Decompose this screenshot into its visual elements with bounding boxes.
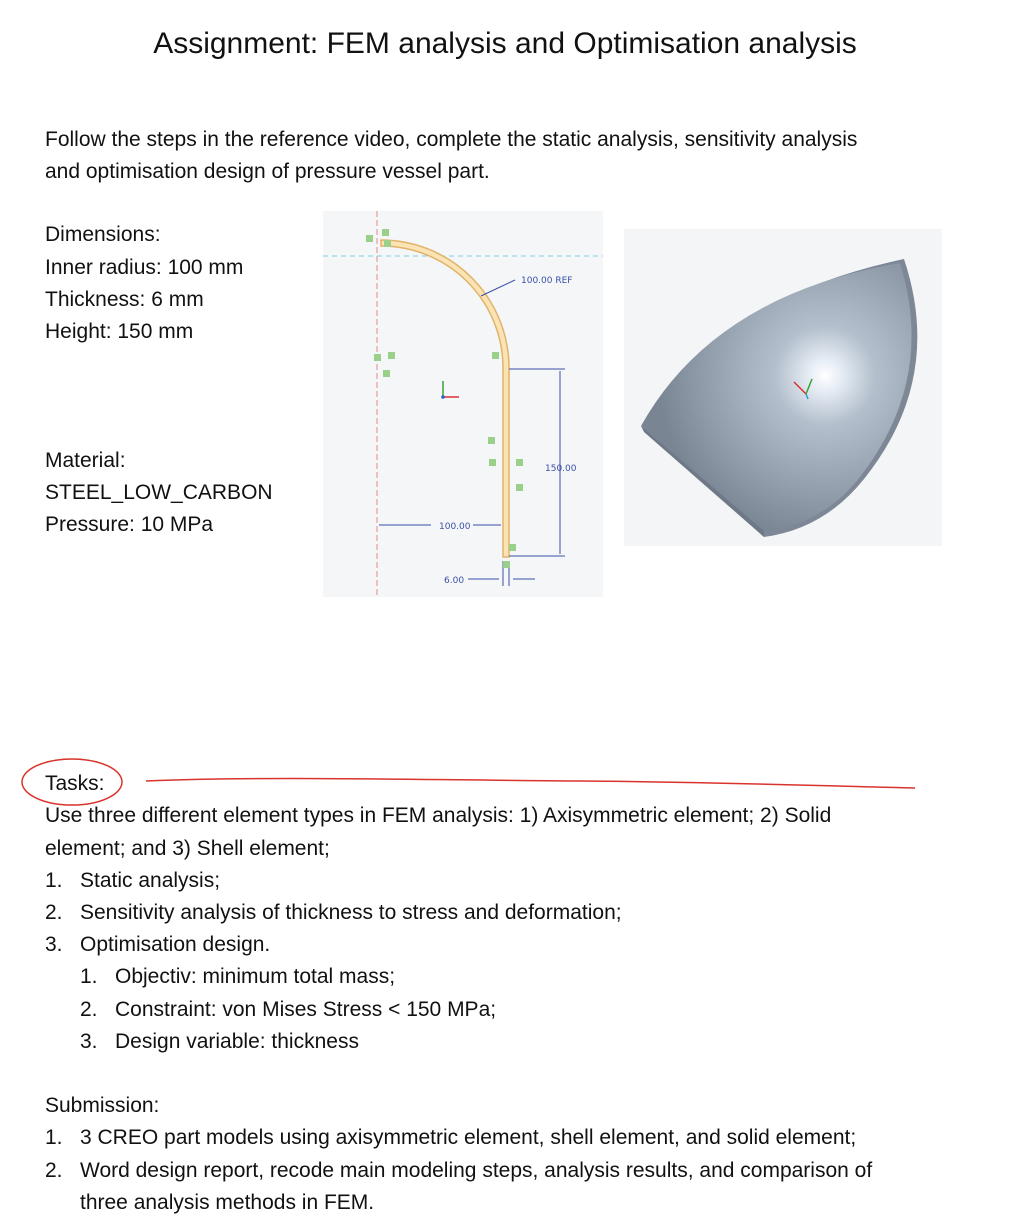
intro-line-2: and optimisation design of pressure vessel part.	[45, 160, 490, 183]
submission-item	[45, 1122, 856, 1154]
pressure-text: Pressure: 10 MPa	[45, 513, 214, 536]
sketch-figure	[323, 211, 603, 597]
task-sub-item-text: Constraint: von Mises Stress < 150 MPa;	[115, 998, 497, 1021]
constraint-marker	[383, 370, 390, 377]
tasks-heading: Tasks:	[45, 772, 105, 795]
intro-paragraph	[45, 124, 985, 188]
task-item-number: 1.	[45, 869, 63, 892]
height-dim-label: 150.00	[545, 464, 577, 474]
material-heading: Material:	[45, 449, 126, 472]
constraint-marker	[503, 561, 510, 568]
radius-dim-label: 100.00	[439, 522, 471, 532]
sketch-csys-origin	[441, 395, 445, 399]
dimensions-heading: Dimensions:	[45, 223, 161, 246]
tasks-underline-annotation	[146, 779, 915, 788]
submission-item-text: Word design report, recode main modeling steps, analysis results, and comparison of	[80, 1159, 873, 1182]
tasks-intro-line-2: element; and 3) Shell element;	[45, 837, 330, 860]
intro-line-1: Follow the steps in the reference video, complete the static analysis, sensitivity analysis	[45, 128, 858, 151]
task-sub-item-number: 3.	[80, 1030, 98, 1053]
tasks-intro-line-1: Use three different element types in FEM analysis: 1) Axisymmetric element; 2) Solid	[45, 804, 832, 827]
submission-item-text: 3 CREO part models using axisymmetric element, shell element, and solid element;	[80, 1126, 857, 1149]
material-name: STEEL_LOW_CARBON	[45, 481, 273, 504]
submission-item-continuation: three analysis methods in FEM.	[80, 1191, 375, 1214]
thickness-text: Thickness: 6 mm	[45, 288, 204, 311]
constraint-marker	[382, 229, 389, 236]
constraint-marker	[388, 352, 395, 359]
height-text: Height: 150 mm	[45, 320, 194, 343]
constraint-marker	[516, 459, 523, 466]
ref-dim-label: 100.00 REF	[521, 276, 573, 286]
constraint-marker	[492, 352, 499, 359]
task-item-text: Sensitivity analysis of thickness to stress and deformation;	[80, 901, 622, 924]
page-title: Assignment: FEM analysis and Optimisation analysis	[153, 27, 857, 60]
constraint-marker	[374, 354, 381, 361]
submission-heading: Submission:	[45, 1094, 160, 1117]
task-sub-item	[80, 961, 395, 993]
submission-item	[45, 1155, 872, 1187]
submission-item-number: 1.	[45, 1126, 63, 1149]
task-sub-item-number: 2.	[80, 998, 98, 1021]
task-item-number: 3.	[45, 933, 63, 956]
task-item-text: Optimisation design.	[80, 933, 271, 956]
task-item-text: Static analysis;	[80, 869, 221, 892]
task-sub-item	[80, 1026, 359, 1058]
constraint-marker	[384, 240, 391, 247]
task-item	[45, 897, 622, 929]
model-3d-figure	[624, 229, 942, 546]
constraint-marker	[509, 544, 516, 551]
constraint-marker	[366, 235, 373, 242]
task-sub-item-text: Objectiv: minimum total mass;	[115, 965, 396, 988]
task-item	[45, 929, 270, 961]
task-sub-item-text: Design variable: thickness	[115, 1030, 359, 1053]
task-item	[45, 865, 220, 897]
submission-item-number: 2.	[45, 1159, 63, 1182]
inner-radius-text: Inner radius: 100 mm	[45, 256, 244, 279]
thickness-dim-label: 6.00	[444, 576, 465, 586]
task-sub-item-number: 1.	[80, 965, 98, 988]
task-item-number: 2.	[45, 901, 63, 924]
task-sub-item	[80, 994, 496, 1026]
constraint-marker	[488, 437, 495, 444]
constraint-marker	[516, 484, 523, 491]
constraint-marker	[489, 459, 496, 466]
